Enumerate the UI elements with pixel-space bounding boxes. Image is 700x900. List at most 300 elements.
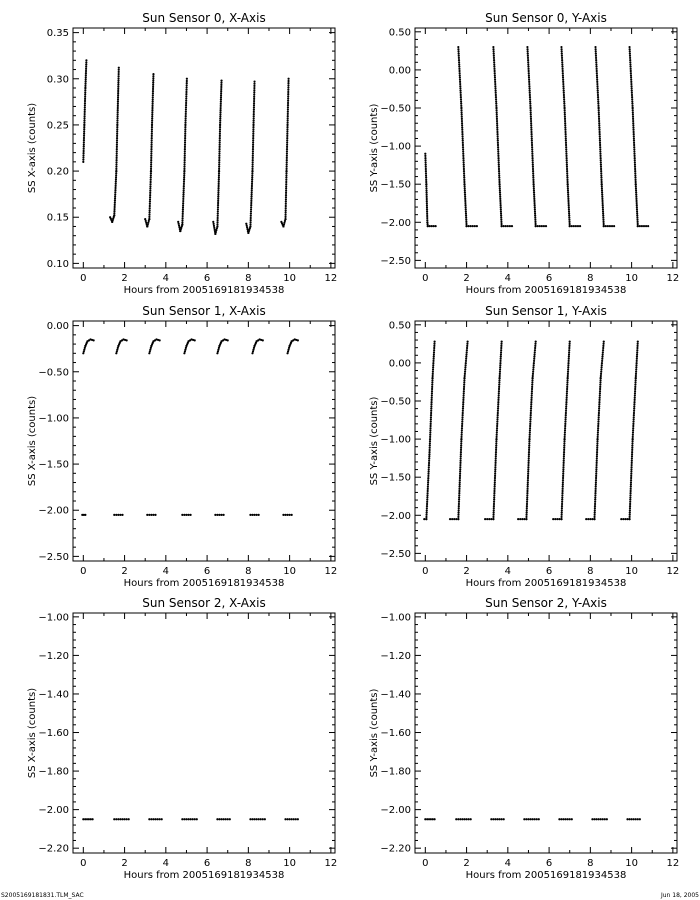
data-point [493,57,495,59]
data-point [429,225,431,227]
data-point [558,518,560,520]
data-point [530,120,532,122]
data-point [597,100,599,102]
x-tick-label: 4 [162,858,170,869]
y-tick-label: 0.25 [46,120,69,132]
data-point [429,440,431,442]
data-point [287,349,289,351]
data-point [494,87,496,89]
data-point [460,98,462,100]
data-point [427,490,429,492]
data-point [526,512,528,514]
data-point [529,429,531,431]
data-point [634,384,636,386]
data-point [465,364,467,366]
data-point [598,122,600,124]
data-point [218,155,220,157]
data-point [632,124,634,126]
data-point [192,818,194,820]
data-point [152,101,154,103]
data-point [217,219,219,221]
x-tick-label: 2 [463,566,470,577]
data-point [530,109,532,111]
data-point [496,416,498,418]
data-point [217,349,219,351]
data-point [426,208,428,210]
data-point [429,447,431,449]
data-point [185,113,187,115]
data-point [425,514,427,516]
data-point [567,196,569,198]
data-point [117,75,119,77]
data-point [597,436,599,438]
data-point [159,818,161,820]
data-point [184,161,186,163]
data-point [217,204,219,206]
data-point [461,129,463,131]
data-point [565,146,567,148]
data-point [529,107,531,109]
data-point [605,225,607,227]
data-point [463,390,465,392]
data-point [218,818,220,820]
x-tick-label: 10 [283,858,296,869]
data-point [150,150,152,152]
data-point [598,126,600,128]
data-point [493,496,495,498]
data-point [251,193,253,195]
data-point [496,124,498,126]
data-point [631,462,633,464]
data-point [462,142,464,144]
data-point [147,222,149,224]
data-point [466,343,468,345]
data-point [426,499,428,501]
data-point [463,181,465,183]
data-point [83,349,85,351]
data-point [258,514,260,516]
data-point [545,225,547,227]
data-point [530,405,532,407]
data-point [285,196,287,198]
y-tick-label: −0.50 [38,367,69,379]
data-point [530,111,532,113]
data-point [116,137,118,139]
data-point [185,93,187,95]
chart-title: Sun Sensor 0, Y-Axis [485,11,607,25]
data-point [564,120,566,122]
data-point [626,818,628,820]
data-point [635,818,637,820]
data-point [563,460,565,462]
data-point [216,225,218,227]
data-point [253,89,255,91]
data-point [463,384,465,386]
data-point [494,483,496,485]
data-point [253,91,255,93]
data-point [494,74,496,76]
data-point [463,392,465,394]
data-point [526,509,528,511]
data-point [425,187,427,189]
data-point [219,113,221,115]
data-point [285,205,287,207]
data-point [215,231,217,233]
data-point [464,185,466,187]
x-tick-label: 12 [324,566,338,577]
data-point [493,492,495,494]
data-point [251,183,253,185]
data-point [461,418,463,420]
data-point [249,818,251,820]
data-point [213,223,215,225]
data-point [564,109,566,111]
data-point [429,436,431,438]
data-point [601,187,603,189]
data-point [428,468,430,470]
x-tick-label: 0 [422,273,429,284]
data-point [152,514,154,516]
data-point [150,170,152,172]
data-point [458,509,460,511]
data-point [534,215,536,217]
data-point [529,94,531,96]
data-point [151,117,153,119]
data-point [128,818,130,820]
data-point [631,453,633,455]
data-point [645,225,647,227]
data-point [183,170,185,172]
data-point [532,375,534,377]
data-point [596,442,598,444]
data-point [496,116,498,118]
data-point [602,210,604,212]
data-series-0 [82,59,289,235]
data-point [116,141,118,143]
data-point [635,189,637,191]
data-point [609,225,611,227]
data-point [493,490,495,492]
data-point [84,85,86,87]
data-point [427,486,429,488]
data-point [527,475,529,477]
data-point [184,128,186,130]
data-point [220,86,222,88]
data-point [494,479,496,481]
data-point [568,208,570,210]
data-point [532,366,534,368]
data-point [595,483,597,485]
data-point [116,133,118,135]
data-point [647,225,649,227]
data-point [286,130,288,132]
data-point [462,137,464,139]
data-point [251,187,253,189]
data-point [533,191,535,193]
data-point [565,140,567,142]
data-point [527,462,529,464]
data-point [531,140,533,142]
y-axis-label: SS X-axis (counts) [27,102,38,194]
data-point [601,356,603,358]
data-point [460,442,462,444]
data-point [151,135,153,137]
data-point [250,219,252,221]
data-point [464,189,466,191]
data-point [426,505,428,507]
chart-title: Sun Sensor 2, X-Axis [142,596,266,610]
data-point [252,139,254,141]
data-point [428,455,430,457]
data-point [185,102,187,104]
data-point [251,172,253,174]
y-tick-label: −2.00 [380,217,411,229]
data-point [284,214,286,216]
data-point [532,373,534,375]
data-point [460,107,462,109]
data-point [622,518,624,520]
data-point [427,481,429,483]
y-tick-label: 0.00 [46,321,69,333]
data-point [117,113,119,115]
data-point [425,166,427,168]
data-point [85,70,87,72]
data-point [256,514,258,516]
data-point [149,201,151,203]
data-point [496,133,498,135]
data-point [219,128,221,130]
data-point [150,172,152,174]
data-point [567,191,569,193]
data-point [533,353,535,355]
data-point [85,63,87,65]
data-point [629,66,631,68]
data-point [250,196,252,198]
data-point [85,78,87,80]
data-point [150,177,152,179]
data-point [286,150,288,152]
data-point [430,410,432,412]
data-point [194,339,196,341]
data-point [117,79,119,81]
data-point [531,144,533,146]
data-point [527,464,529,466]
data-point [534,818,536,820]
data-point [434,818,436,820]
plot-frame [415,28,677,268]
data-point [425,181,427,183]
data-point [117,347,119,349]
data-point [218,347,220,349]
data-point [561,501,563,503]
data-point [561,490,563,492]
data-point [427,477,429,479]
data-point [585,518,587,520]
data-point [634,159,636,161]
data-point [568,353,570,355]
data-point [461,133,463,135]
data-point [493,52,495,54]
data-point [426,204,428,206]
data-point [565,416,567,418]
data-point [150,174,152,176]
data-point [219,139,221,141]
data-point [564,113,566,115]
data-point [465,362,467,364]
data-point [449,518,451,520]
data-point [189,514,191,516]
data-point [500,356,502,358]
data-point [562,473,564,475]
data-point [568,217,570,219]
data-point [297,339,299,341]
data-point [185,91,187,93]
data-point [602,349,604,351]
x-tick-label: 10 [625,858,638,869]
data-point [84,514,86,516]
data-point [633,153,635,155]
data-point [599,148,601,150]
data-point [497,412,499,414]
data-point [601,183,603,185]
data-point [603,225,605,227]
data-point [151,113,153,115]
data-point [463,377,465,379]
data-point [601,194,603,196]
data-point [457,46,459,48]
data-point [500,349,502,351]
data-point [493,505,495,507]
data-point [183,514,185,516]
data-point [595,50,597,52]
data-point [601,200,603,202]
data-point [218,168,220,170]
data-point [635,364,637,366]
data-point [465,353,467,355]
data-point [285,183,287,185]
data-point [283,222,285,224]
data-point [536,818,538,820]
data-point [498,170,500,172]
data-point [526,488,528,490]
data-point [426,507,428,509]
data-point [531,137,533,139]
data-point [252,161,254,163]
data-point [596,440,598,442]
data-point [499,191,501,193]
data-point [499,202,501,204]
data-point [217,191,219,193]
data-point [287,91,289,93]
x-axis-label: Hours from 2005169181934538 [465,870,627,881]
data-point [285,174,287,176]
data-point [497,408,499,410]
data-point [498,168,500,170]
data-point [427,479,429,481]
data-point [500,353,502,355]
data-point [459,481,461,483]
data-point [486,518,488,520]
data-point [150,157,152,159]
data-point [565,150,567,152]
chart-panel-3 [369,304,679,589]
data-point [117,96,119,98]
data-point [566,181,568,183]
data-point [500,351,502,353]
data-point [184,159,186,161]
data-point [562,464,564,466]
data-point [531,146,533,148]
data-point [459,468,461,470]
data-point [525,516,527,518]
data-point [116,126,118,128]
data-point [286,514,288,516]
data-point [427,488,429,490]
data-point [599,140,601,142]
data-point [564,418,566,420]
data-point [535,340,537,342]
data-point [464,371,466,373]
data-point [497,403,499,405]
data-point [530,124,532,126]
data-point [633,418,635,420]
data-point [566,164,568,166]
data-point [630,468,632,470]
data-point [433,353,435,355]
data-point [597,87,599,89]
y-tick-label: −1.00 [380,434,411,446]
data-point [287,95,289,97]
data-point [635,373,637,375]
data-point [149,190,151,192]
data-point [527,61,529,63]
data-point [185,347,187,349]
data-point [182,215,184,217]
y-tick-label: −2.50 [380,255,411,267]
data-point [253,106,255,108]
data-point [595,464,597,466]
data-point [594,499,596,501]
data-point [462,408,464,410]
data-point [219,111,221,113]
data-point [150,161,152,163]
data-point [115,174,117,176]
data-point [260,818,262,820]
data-point [463,381,465,383]
data-point [562,70,564,72]
data-point [116,124,118,126]
data-point [430,414,432,416]
data-point [634,381,636,383]
data-point [465,360,467,362]
data-point [457,512,459,514]
data-point [633,401,635,403]
data-point [287,102,289,104]
data-point [433,347,435,349]
data-point [530,414,532,416]
data-point [463,174,465,176]
data-point [251,181,253,183]
data-point [563,438,565,440]
data-point [529,103,531,105]
data-point [185,115,187,117]
data-point [587,518,589,520]
data-point [598,129,600,131]
data-point [636,204,638,206]
data-point [529,434,531,436]
data-point [287,350,289,352]
data-point [117,92,119,94]
